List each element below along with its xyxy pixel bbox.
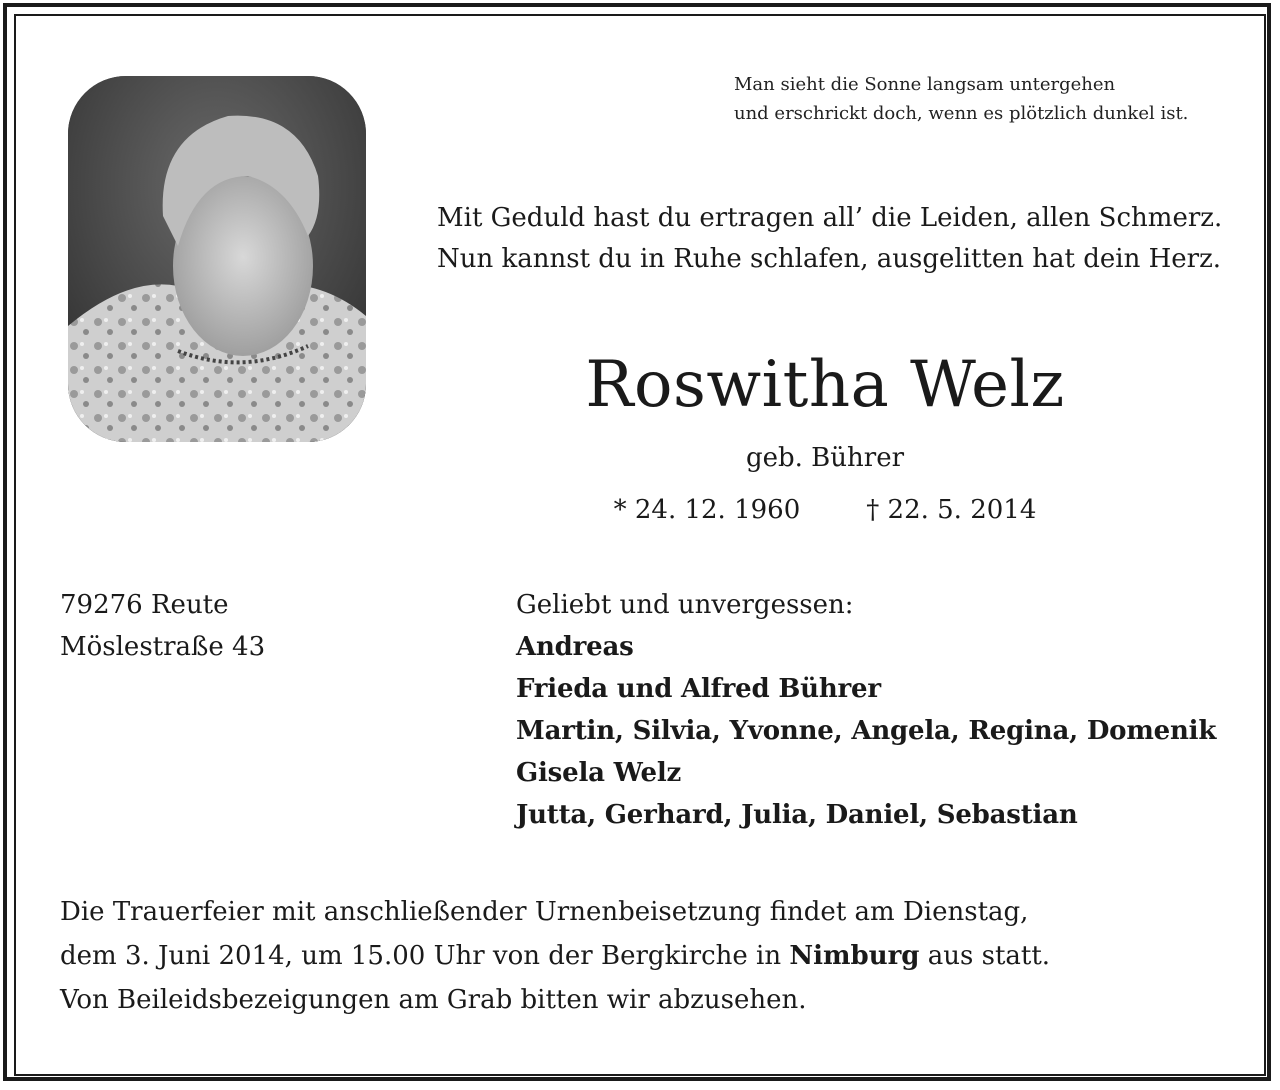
verse-line: Mit Geduld hast du ertragen all’ die Leiden, allen Schmerz. <box>437 203 1223 233</box>
funeral-line-2-text: dem 3. Juni 2014, um 15.00 Uhr von der Bergkirche in <box>60 941 790 971</box>
mourner-name: Martin, Silvia, Yvonne, Angela, Regina, Domenik <box>516 716 1217 746</box>
life-dates <box>420 490 1230 530</box>
funeral-line-1: Die Trauerfeier mit anschließender Urnenbeisetzung findet am Dienstag, <box>60 897 1029 927</box>
funeral-line-2-end: aus statt. <box>919 941 1051 971</box>
death-date: † 22. 5. 2014 <box>866 495 1037 525</box>
funeral-line-3: Von Beileidsbezeigungen am Grab bitten wir abzusehen. <box>60 985 807 1015</box>
maiden-name: geb. Bührer <box>745 443 905 473</box>
epigraph-line: und erschrickt doch, wenn es plötzlich dunkel ist. <box>734 103 1189 124</box>
address <box>60 584 265 668</box>
funeral-place: Nimburg <box>789 941 920 971</box>
funeral-notice <box>60 890 1160 1022</box>
mourner-name: Jutta, Gerhard, Julia, Daniel, Sebastian <box>516 800 1078 830</box>
mourners-list <box>516 584 1216 836</box>
deceased-name: Roswitha Welz <box>585 348 1065 422</box>
mourner-name: Frieda und Alfred Bührer <box>516 674 881 704</box>
epigraph-line: Man sieht die Sonne langsam untergehen <box>734 74 1116 95</box>
mourner-name: Andreas <box>516 632 634 662</box>
funeral-line-2 <box>60 934 1160 978</box>
address-city: 79276 Reute <box>60 590 229 620</box>
portrait-photo <box>68 76 366 442</box>
mourners-intro: Geliebt und unvergessen: <box>516 590 854 620</box>
epigraph-small <box>734 70 1188 128</box>
verse-line: Nun kannst du in Ruhe schlafen, ausgelitten hat dein Herz. <box>437 244 1222 274</box>
address-street: Möslestraße 43 <box>60 632 266 662</box>
birth-date: * 24. 12. 1960 <box>613 495 801 525</box>
epigraph-main <box>437 198 1222 280</box>
mourner-name: Gisela Welz <box>516 758 682 788</box>
